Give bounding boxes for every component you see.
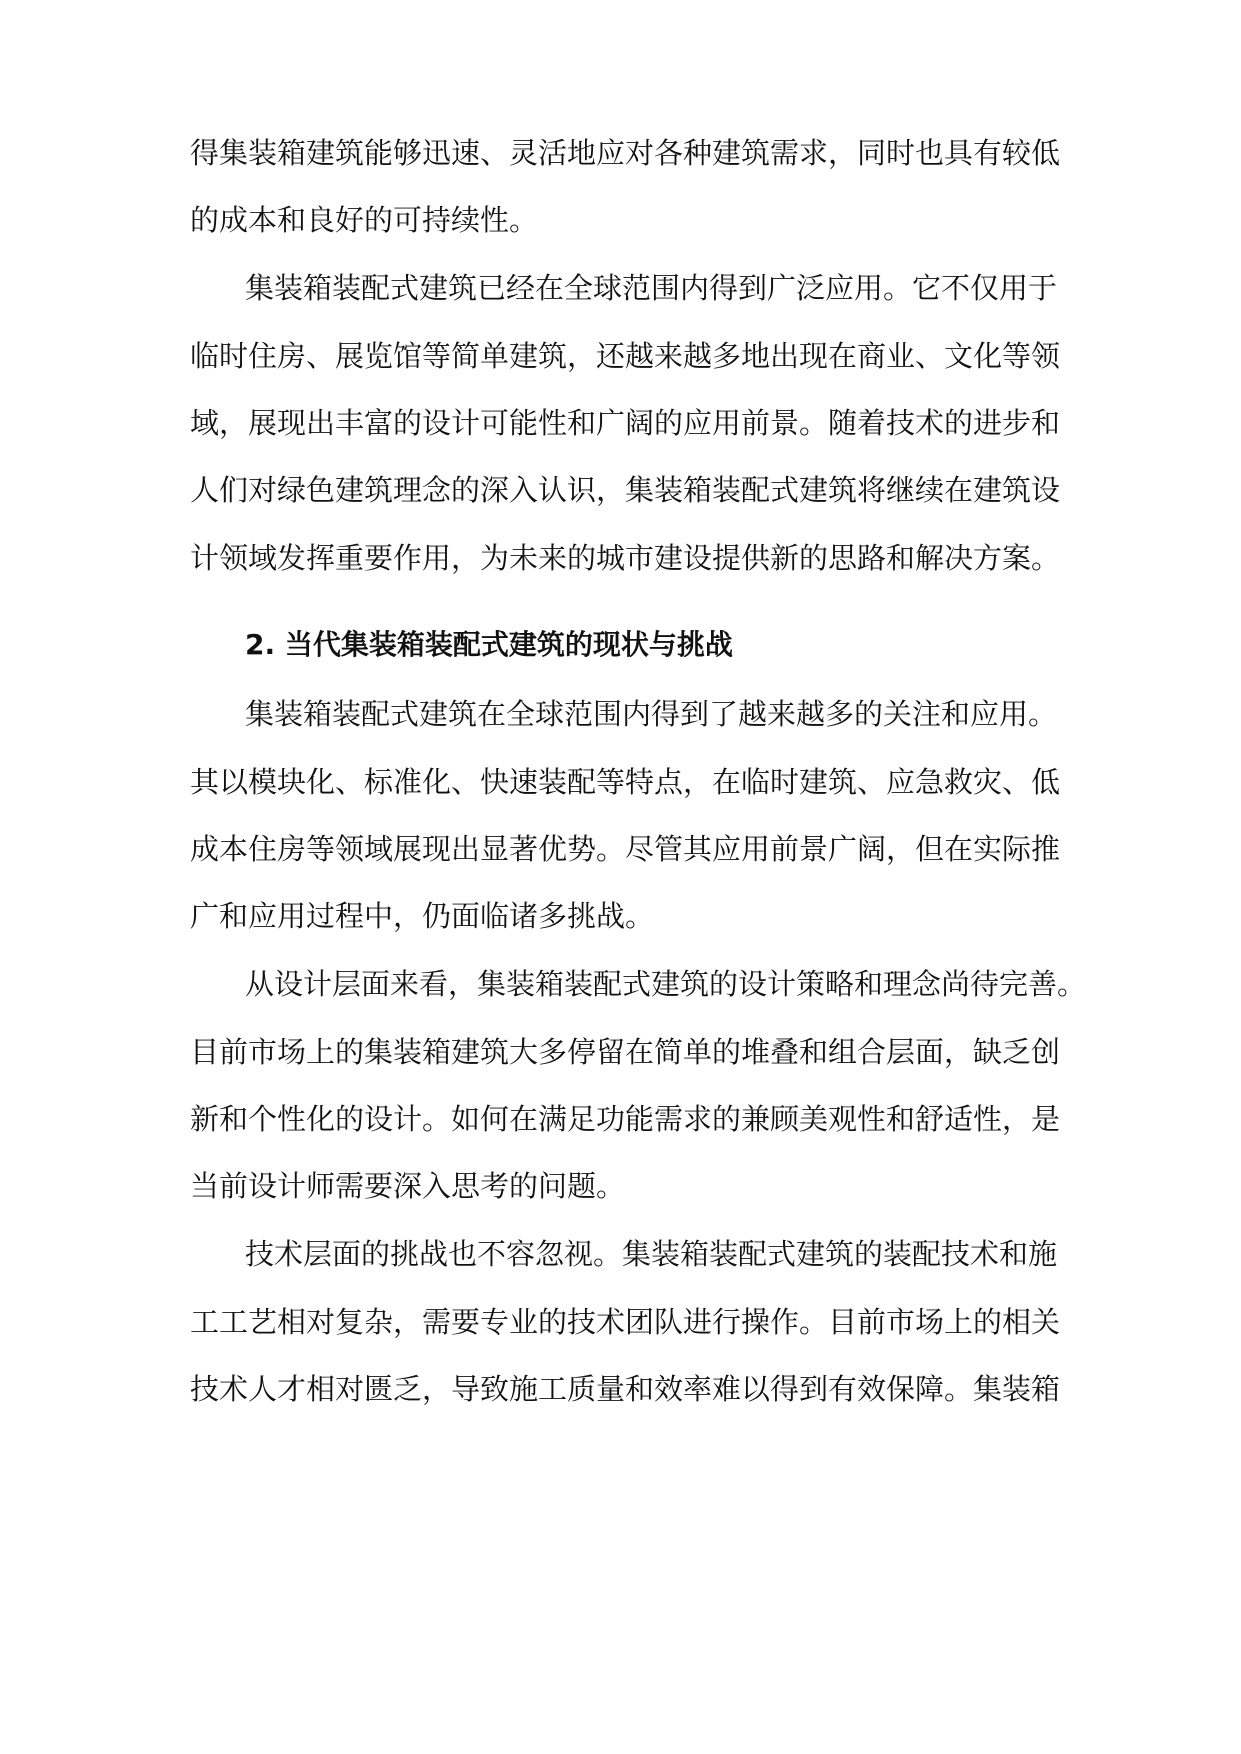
section-paragraph-2-line-1: 从设计层面来看，集装箱装配式建筑的设计策略和理念尚待完善。 [245,967,1087,1001]
section-paragraph-1-line-2: 其以模块化、标准化、快速装配等特点，在临时建筑、应急救灾、低 [190,765,1061,799]
paragraph-1-line-2: 的成本和良好的可持续性。 [190,203,539,237]
section-heading: 2. 当代集装箱装配式建筑的现状与挑战 [245,628,733,661]
paragraph-2-line-1: 集装箱装配式建筑已经在全球范围内得到广泛应用。它不仅用于 [245,271,1058,305]
paragraph-2-line-5: 计领域发挥重要作用，为未来的城市建设提供新的思路和解决方案。 [190,541,1061,575]
section-paragraph-2-line-4: 当前设计师需要深入思考的问题。 [190,1169,626,1203]
section-paragraph-3-line-3: 技术人才相对匮乏，导致施工质量和效率难以得到有效保障。集装箱 [190,1372,1061,1406]
section-paragraph-2-line-3: 新和个性化的设计。如何在满足功能需求的兼顾美观性和舒适性，是 [190,1102,1061,1136]
paragraph-2-line-4: 人们对绿色建筑理念的深入认识，集装箱装配式建筑将继续在建筑设 [190,473,1061,507]
section-paragraph-3-line-1: 技术层面的挑战也不容忽视。集装箱装配式建筑的装配技术和施 [245,1237,1058,1271]
section-paragraph-3-line-2: 工工艺相对复杂，需要专业的技术团队进行操作。目前市场上的相关 [190,1305,1061,1339]
paragraph-2-line-2: 临时住房、展览馆等简单建筑，还越来越多地出现在商业、文化等领 [190,339,1061,373]
section-paragraph-1-line-4: 广和应用过程中，仍面临诸多挑战。 [190,899,655,933]
section-paragraph-1-line-3: 成本住房等领域展现出显著优势。尽管其应用前景广阔，但在实际推 [190,832,1061,866]
section-paragraph-1-line-1: 集装箱装配式建筑在全球范围内得到了越来越多的关注和应用。 [245,697,1058,731]
section-paragraph-2-line-2: 目前市场上的集装箱建筑大多停留在简单的堆叠和组合层面，缺乏创 [190,1035,1061,1069]
paragraph-1-line-1: 得集装箱建筑能够迅速、灵活地应对各种建筑需求，同时也具有较低 [190,136,1061,170]
paragraph-2-line-3: 域，展现出丰富的设计可能性和广阔的应用前景。随着技术的进步和 [190,406,1061,440]
